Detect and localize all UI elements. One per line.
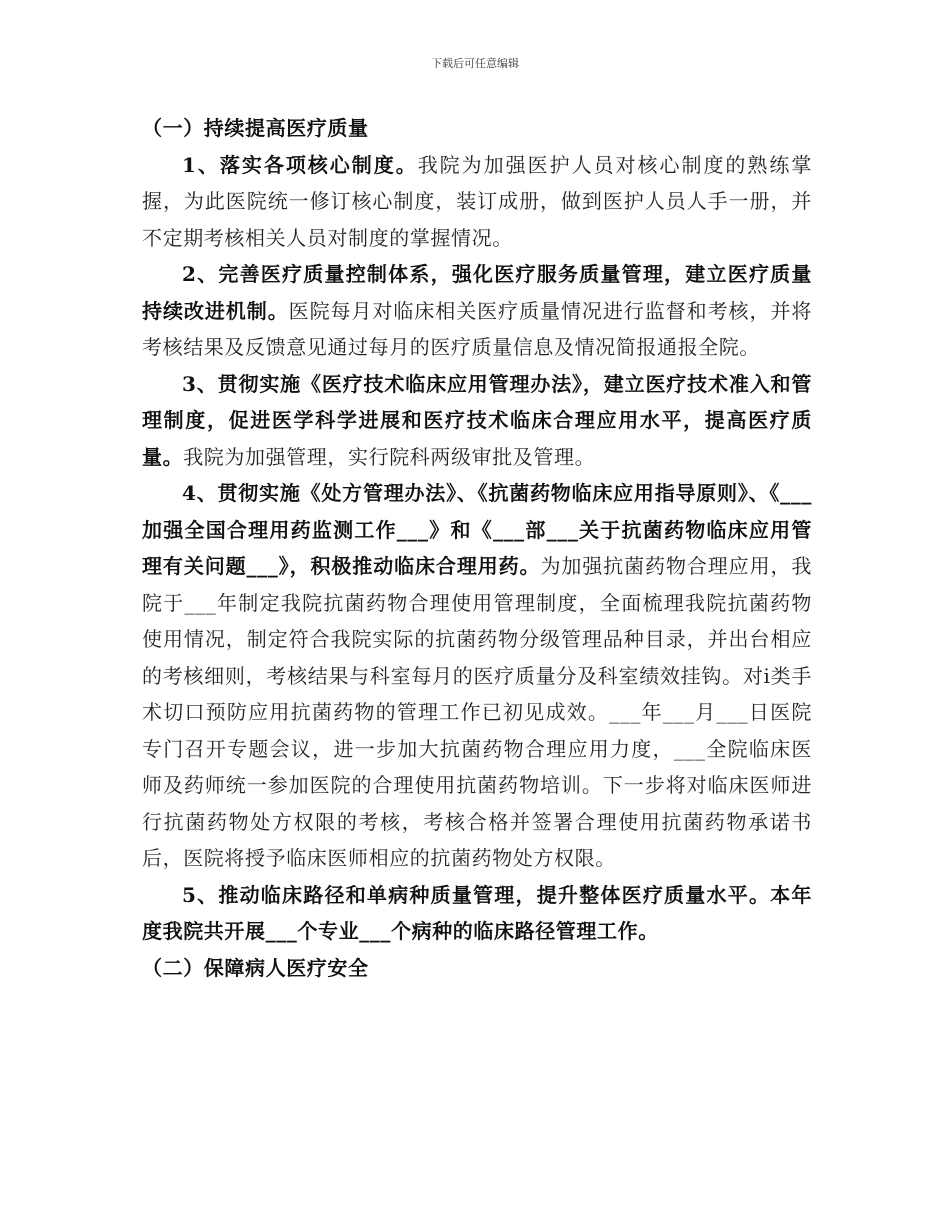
paragraph-1-body: 我院为加强医护人员对核心制度的熟练掌握，为此医院统一修订核心制度，装订成册，做到医护人员人手一册，并不定期考核相关人员对制度的掌握情况。 — [142, 152, 812, 250]
paragraph-3-body: 我院为加强管理，实行院科两级审批及管理。 — [183, 444, 596, 469]
paragraph-3-heading: 3、贯彻实施《医疗技术临床应用管理办法》，建立医疗技术准入和管理制度，促进医学科学进展和医疗技术临床合理应用水平，提高医疗质量。 — [142, 371, 812, 469]
section-heading-1: （一）持续提高医疗质量 — [142, 116, 369, 140]
paragraph-1-heading: 1、落实各项核心制度。 — [182, 152, 418, 177]
paragraph-3 — [142, 366, 812, 476]
paragraph-5 — [142, 877, 812, 950]
paragraph-2 — [142, 256, 812, 366]
paragraph-2-heading: 2、完善医疗质量控制体系，强化医疗服务质量管理，建立医疗质量持续改进机制。 — [142, 262, 812, 323]
page-header: 下载后可任意编辑 — [431, 57, 519, 70]
paragraph-5-heading: 5、推动临床路径和单病种质量管理，提升整体医疗质量水平。本年度我院共开展___个专业___个病种的临床路径管理工作。 — [142, 882, 812, 943]
paragraph-4 — [142, 475, 812, 877]
paragraph-4-heading: 4、贯彻实施《处方管理办法》、《抗菌药物临床应用指导原则》、《___加强全国合理用药监测工作___》和《___部___关于抗菌药物临床应用管理有关问题___》，积极推动临床合理用药。 — [142, 481, 812, 578]
section-heading-2: （二）保障病人医疗安全 — [142, 955, 369, 980]
paragraph-1 — [142, 147, 812, 257]
paragraph-4-body: 为加强抗菌药物合理应用，我院于___年制定我院抗菌药物合理使用管理制度，全面梳理我院抗菌药物使用情况，制定符合我院实际的抗菌药物分级管理品种目录，并出台相应的考核细则，考核结果与科室每月的医疗质量分及科室绩效挂钩。对i类手术切口预防应用抗菌药物的管理工作已初见成效。___年___月___日医院专门召开专题会议，进一步加大抗菌药物合理应用力度，___全院临床医师及药师统一参加医院的合理使用抗菌药物培训。下一步将对临床医师进行抗菌药物处方权限的考核，考核合格并签署合理使用抗菌药物承诺书后，医院将授予临床医师相应的抗菌药物处方权限。 — [142, 554, 812, 870]
paragraph-2-body: 医院每月对临床相关医疗质量情况进行监督和考核，并将考核结果及反馈意见通过每月的医疗质量信息及情况简报通报全院。 — [142, 298, 812, 359]
document-body — [142, 110, 812, 986]
